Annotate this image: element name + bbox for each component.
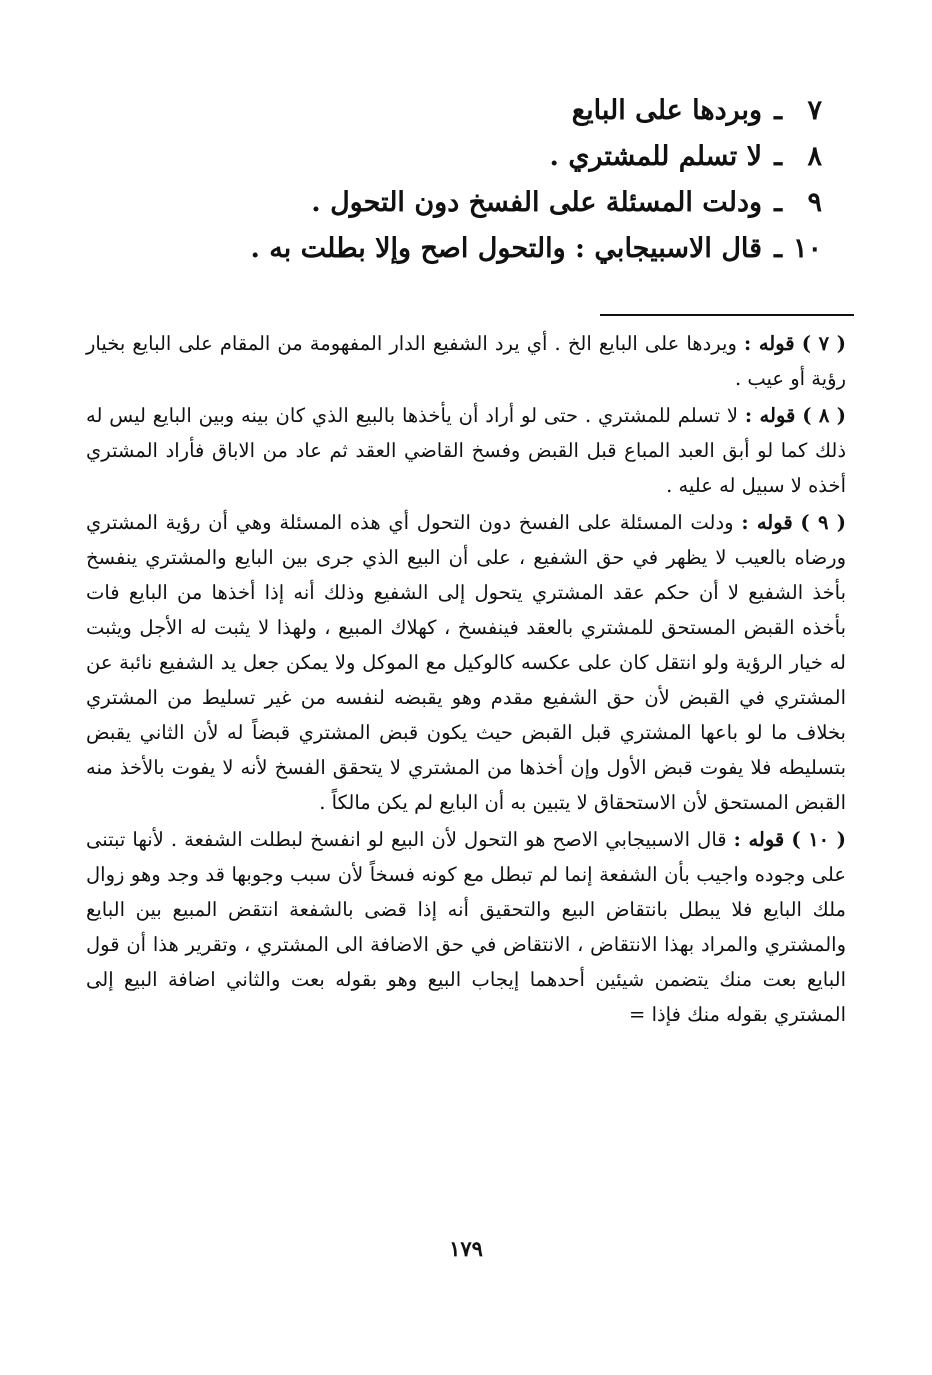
line-number: ١٠ — [792, 233, 822, 264]
line-dash: ـ — [774, 95, 782, 126]
footnote-heading: قوله : — [741, 511, 793, 534]
main-line — [182, 134, 822, 180]
line-number: ٨ — [807, 141, 822, 172]
line-dash: ـ — [774, 233, 782, 264]
footnote — [86, 505, 846, 820]
footnote-number: ( ١٠ ) — [791, 828, 847, 851]
line-dash: ـ — [774, 187, 782, 218]
line-text: قال الاسبيجابي : والتحول اصح وإلا بطلت به . — [250, 233, 763, 264]
line-text: وبردها على البايع — [571, 95, 763, 126]
footnote — [86, 822, 846, 1032]
line-number: ٩ — [807, 187, 822, 218]
footnote-heading: قوله : — [733, 828, 785, 851]
line-dash: ـ — [774, 141, 782, 172]
footnote-text: قال الاسبيجابي الاصح هو التحول لأن البيع لو انفسخ لبطلت الشفعة . لأنها تبتنى على وجوده واجيب بأن الشفعة إنما لم تبطل مع كونه فسخاً لأن سبب وجوبها قد وجد وهو زوال ملك البايع فلا يبطل بانتقاض البيع والتحقيق أنه إذا قضى بالشفعة انتقض المبيع بين البايع والمشتري والمراد بهذا الانتقاض ، الانتقاض في حق الاضافة الى المشتري ، وتقرير هذا أن قول البايع بعت منك يتضمن شيئين أحدهما إيجاب البيع وهو بقوله بعت والثاني اضافة البيع إلى المشتري بقوله منك فإذا = — [86, 828, 846, 1026]
main-text-lines — [182, 88, 822, 272]
line-number: ٧ — [807, 95, 822, 126]
footnote-heading: قوله : — [743, 332, 795, 355]
footnote-text: لا تسلم للمشتري . حتى لو أراد أن يأخذها بالبيع الذي كان بينه وبين البايع ليس له ذلك كما لو أبق العبد المباع قبل القبض وفسخ القاضي العقد ثم عاد من الاباق فأراد المشتري أخذه لا سبيل له عليه . — [86, 404, 846, 497]
footnote-text: ويردها على البايع الخ . أي يرد الشفيع الدار المفهومة من المقام على البايع بخيار رؤية أو عيب . — [86, 332, 846, 390]
main-line — [182, 226, 822, 272]
line-text: ودلت المسئلة على الفسخ دون التحول . — [311, 187, 763, 218]
footnotes — [86, 326, 846, 1034]
footnote-number: ( ٨ ) — [802, 404, 847, 427]
line-text: لا تسلم للمشتري . — [549, 141, 763, 172]
footnote-text: ودلت المسئلة على الفسخ دون التحول أي هذه المسئلة وهي أن رؤية المشتري ورضاه بالعيب لا يظهر في حق الشفيع ، على أن البيع الذي جرى بين البايع والمشتري ينفسخ بأخذ الشفيع لا أن حكم عقد المشتري يتحول إلى الشفيع وذلك أنه إذا أخذها من البايع فات بأخذه القبض المستحق للمشتري بالعقد فينفسخ ، كهلاك المبيع ، ولهذا لا يثبت له الأجل ويثبت له خيار الرؤية ولو انتقل كان على عكسه كالوكيل مع الموكل ولا يمكن جعل يد الشفيع نائبة عن المشتري في القبض لأن حق الشفيع مقدم وهو يقبضه لنفسه من غير تسليط من المشتري بخلاف ما لو باعها المشتري قبل القبض حيث يكون قبض المشتري قبضاً له لأن الثاني يقبض بتسليطه فلا يفوت قبض الأول وإن أخذها من المشتري لا يتحقق الفسخ لأنه لا يفوت بالأخذ منه القبض المستحق لأن الاستحقاق لا يتبين به أن البايع لم يكن مالكاً . — [86, 511, 846, 814]
footnote — [86, 326, 846, 396]
footnote-heading: قوله : — [744, 404, 796, 427]
page-number: ١٧٩ — [449, 1236, 483, 1261]
footnote-number: ( ٧ ) — [801, 332, 847, 355]
footnote — [86, 398, 846, 503]
main-line — [182, 180, 822, 226]
main-line — [182, 88, 822, 134]
footnote-separator — [600, 314, 854, 316]
footnote-number: ( ٩ ) — [800, 511, 846, 534]
